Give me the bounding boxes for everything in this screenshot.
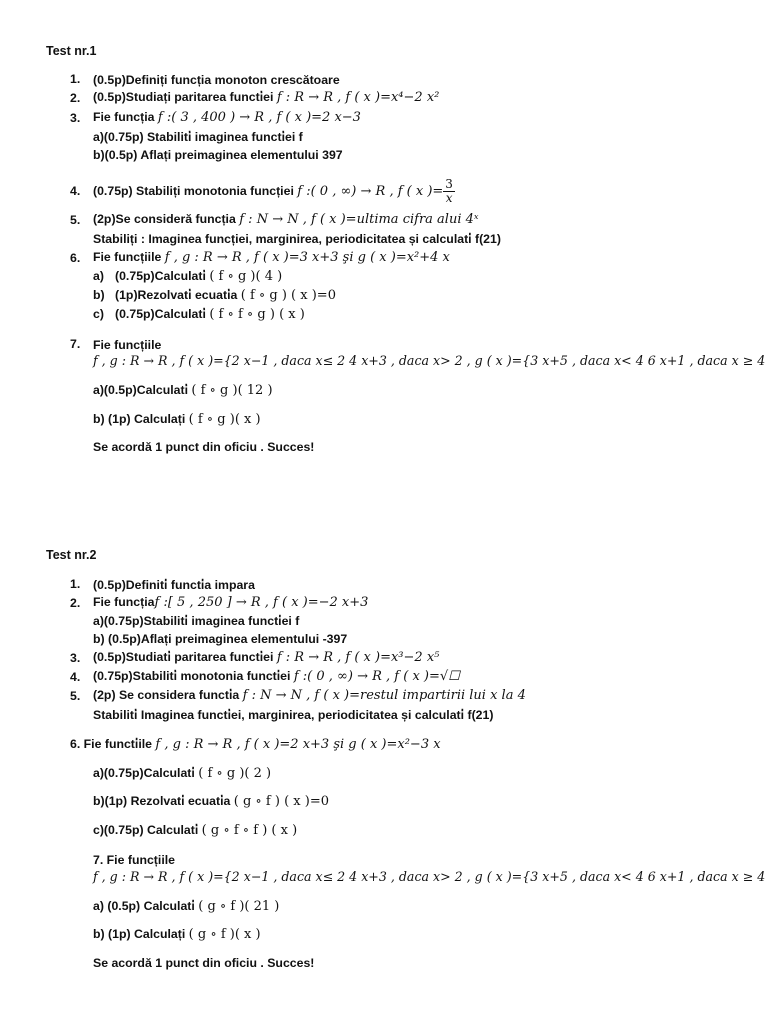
test1-q6-part-a: a) (0.75p)Calculati̇ ( f ∘ g )( 4 ): [93, 269, 283, 284]
test1-q3-part-b: b)(0.5p) Aflați preimaginea elementului 397: [93, 148, 343, 162]
test1-q6-part-b: b) (1p)Rezolvati̇ ecuati̇a ( f ∘ g ) ( x )=0: [93, 288, 336, 303]
test2-question-6: 6. Fie functi̇ile f , g : R → R , f ( x )=2 x+3 şi g ( x )=x²−3 x: [70, 737, 441, 752]
test1-q6-part-c: c) (0.75p)Calculati̇ ( f ∘ f ∘ g ) ( x ): [93, 307, 305, 322]
test2-q5-number: 5.: [70, 689, 81, 703]
test2-q1-number: 1.: [70, 577, 81, 591]
test1-question-6: Fie funcțiile f , g : R → R , f ( x )=3 x+3 şi g ( x )=x²+4 x: [93, 250, 450, 265]
test2-q4-number: 4.: [70, 670, 81, 684]
test2-question-1: (0.5p)Definiti̇ functi̇a impara: [93, 578, 255, 592]
test1-q4-number: 4.: [70, 184, 81, 198]
test1-question-4: (0.75p) Stabiliți monotonia funcției f :( 0 , ∞) → R , f ( x )= $\frac{3}{x}$: [93, 177, 453, 206]
test2-q7-part-b: b) (1p) Calculați ( g ∘ f )( x ): [93, 927, 261, 942]
test2-q3-number: 3.: [70, 651, 81, 665]
test2-q6-part-c: c)(0.75p) Calculati̇ ( g ∘ f ∘ f ) ( x ): [93, 823, 298, 838]
test1-q6-number: 6.: [70, 251, 81, 265]
test1-q4-fraction: $\frac{3}{x}$: [445, 177, 453, 206]
test2-title: Test nr.2: [46, 548, 97, 562]
test1-question-1: (0.5p)Definiți funcția monoton crescătoare: [93, 73, 340, 87]
test2-q6-part-a: a)(0.75p)Calculati̇ ( f ∘ g )( 2 ): [93, 766, 272, 781]
test1-q3-part-a: a)(0.75p) Stabiliti̇ imaginea functi̇ei f: [93, 130, 303, 144]
test1-title: Test nr.1: [46, 44, 97, 58]
test1-q7-part-a: a)(0.5p)Calculati̇ ( f ∘ g )( 12 ): [93, 383, 273, 398]
test2-q2-part-b: b) (0.5p)Aflați preimaginea elementului -397: [93, 632, 348, 646]
test1-q2-number: 2.: [70, 91, 81, 105]
test1-q7-part-b: b) (1p) Calculați ( f ∘ g )( x ): [93, 412, 261, 427]
test1-question-5: (2p)Se consideră funcția f : N → N , f ( x )=ultima cifra alui 4ˣ: [93, 212, 479, 227]
test2-q5-line2: Stabiliti̇ Imaginea functi̇ei, marginirea, periodicitatea și calculati̇ f(21): [93, 708, 494, 722]
test1-question-2: (0.5p)Studiați paritarea functi̇ei f : R → R , f ( x )=x⁴−2 x²: [93, 90, 440, 105]
test1-q1-number: 1.: [70, 72, 81, 86]
test1-footer: Se acordă 1 punct din oficiu . Succes!: [93, 440, 315, 454]
test2-question-4: (0.75p)Stabiliti̇ monotonia functi̇ei f :( 0 , ∞) → R , f ( x )=√☐: [93, 669, 460, 684]
test2-q7-part-a: a) (0.5p) Calculati̇ ( g ∘ f )( 21 ): [93, 899, 280, 914]
test2-q2-number: 2.: [70, 596, 81, 610]
test1-question-3: Fie funcția f :( 3 , 400 ) → R , f ( x )=2 x−3: [93, 110, 361, 125]
test1-q5-number: 5.: [70, 213, 81, 227]
test2-question-7: 7. Fie funcțiile: [93, 853, 175, 867]
test1-question-7: Fie funcțiile: [93, 338, 162, 352]
test2-footer: Se acordă 1 punct din oficiu . Succes!: [93, 956, 315, 970]
test1-q7-definition: f , g : R → R , f ( x )={2 x−1 , daca x≤ 2 4 x+3 , daca x> 2 , g ( x )={3 x+5 , daca x< 4 6 x+1 , daca x ≥ 4: [93, 353, 766, 368]
test1-q3-number: 3.: [70, 111, 81, 125]
test2-question-5: (2p) Se considera functi̇a f : N → N , f ( x )=restul impartirii lui x la 4: [93, 688, 526, 703]
test2-q2-part-a: a)(0.75p)Stabiliti̇ imaginea functi̇ei f: [93, 614, 300, 628]
test2-question-3: (0.5p)Studiati̇ paritarea functi̇ei f : R → R , f ( x )=x³−2 x⁵: [93, 650, 440, 665]
test2-q6-part-b: b)(1p) Rezolvati̇ ecuati̇a ( g ∘ f ) ( x )=0: [93, 794, 329, 809]
test1-q7-number: 7.: [70, 337, 81, 351]
test2-question-2: Fie funcțiaf :[ 5 , 250 ] → R , f ( x )=−2 x+3: [93, 595, 369, 610]
test2-q7-definition: f , g : R → R , f ( x )={2 x−1 , daca x≤ 2 4 x+3 , daca x> 2 , g ( x )={3 x+5 , daca x< 4 6 x+1 , daca x ≥ 4: [93, 869, 766, 884]
test1-q5-line2: Stabiliți : Imaginea funcției, marginirea, periodicitatea și calculati̇ f(21): [93, 232, 501, 246]
